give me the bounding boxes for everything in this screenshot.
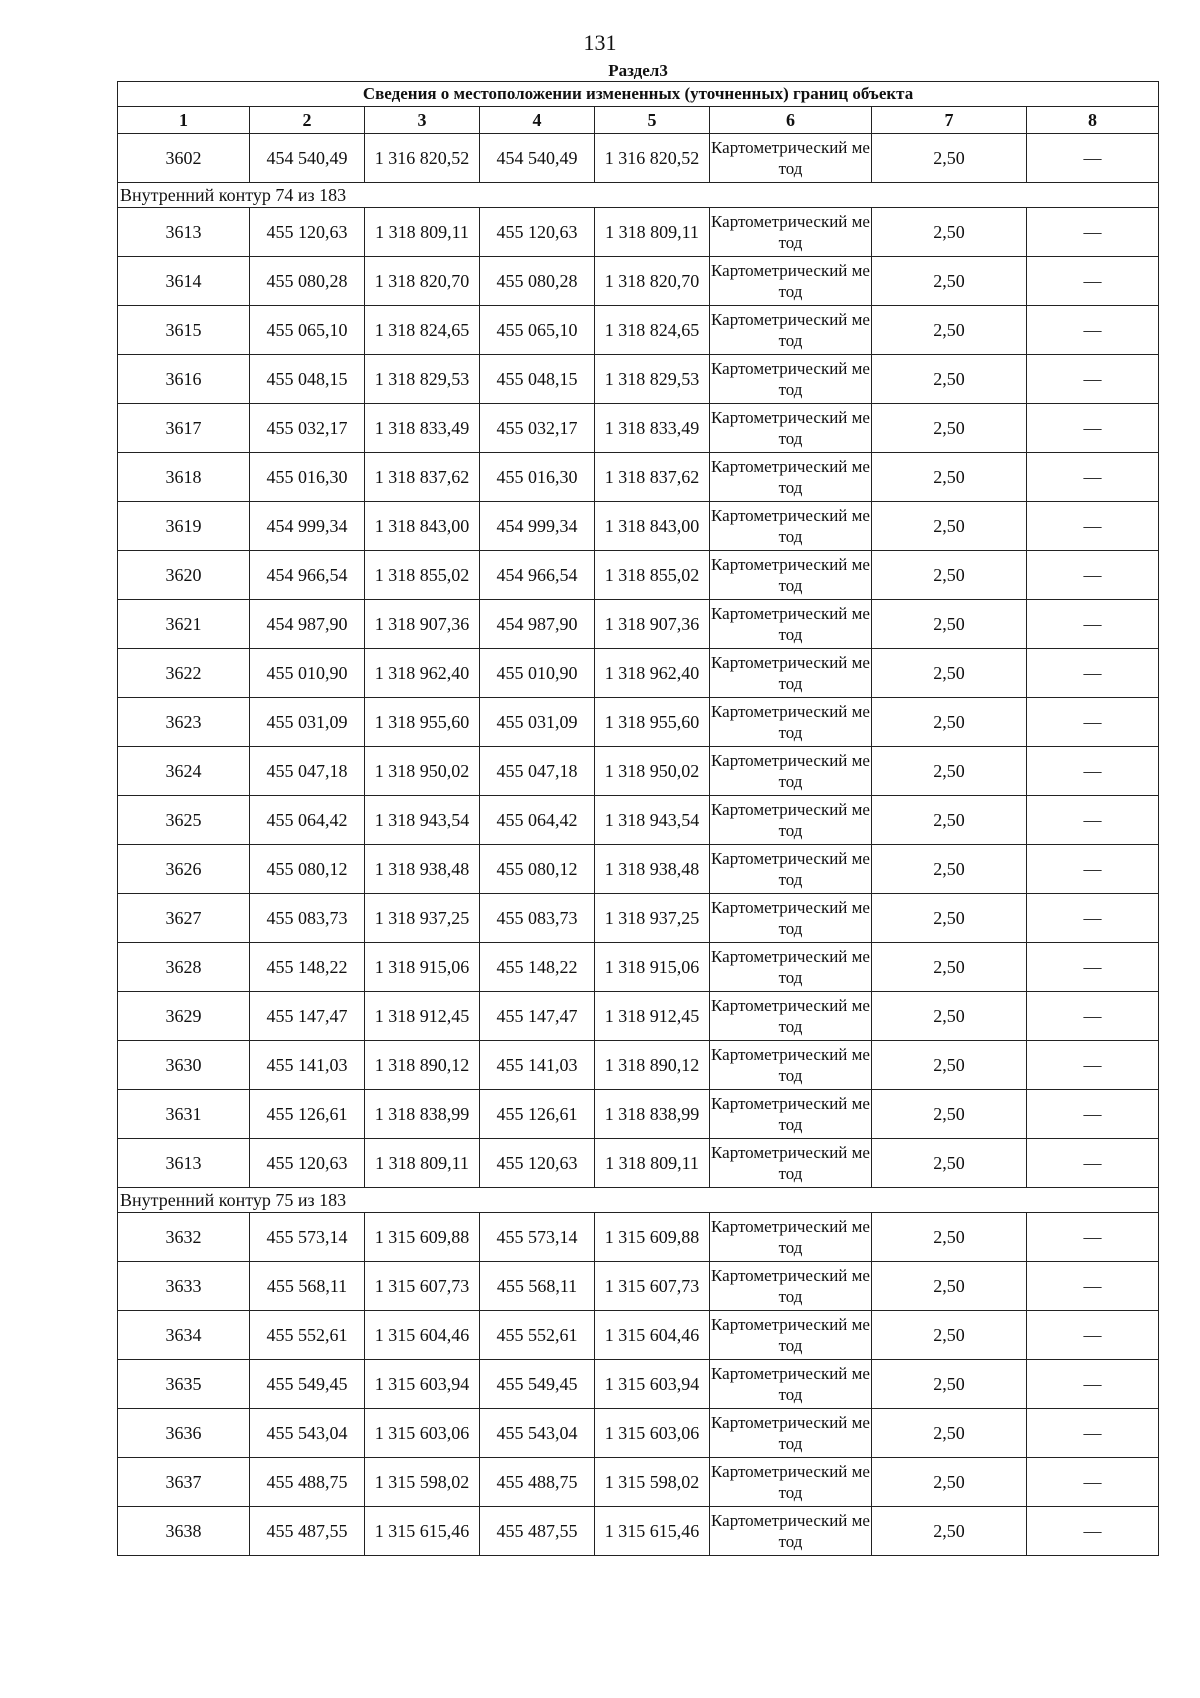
x-old-cell: 455 016,30: [250, 453, 365, 502]
description-cell: —: [1027, 551, 1159, 600]
y-new-cell: 1 318 833,49: [595, 404, 710, 453]
x-old-cell: 455 120,63: [250, 208, 365, 257]
description-cell: —: [1027, 894, 1159, 943]
table-row: [118, 796, 1159, 845]
description-cell: —: [1027, 747, 1159, 796]
x-old-cell: 455 126,61: [250, 1090, 365, 1139]
column-header: 4: [480, 107, 595, 134]
point-number-cell: 3613: [118, 1139, 250, 1188]
x-new-cell: 455 047,18: [480, 747, 595, 796]
x-new-cell: 455 549,45: [480, 1360, 595, 1409]
description-cell: —: [1027, 1090, 1159, 1139]
description-cell: —: [1027, 306, 1159, 355]
y-new-cell: 1 318 843,00: [595, 502, 710, 551]
x-old-cell: 455 568,11: [250, 1262, 365, 1311]
y-old-cell: 1 315 604,46: [365, 1311, 480, 1360]
method-cell: Картометрический метод: [710, 1262, 872, 1311]
x-new-cell: 455 573,14: [480, 1213, 595, 1262]
y-old-cell: 1 318 809,11: [365, 208, 480, 257]
accuracy-cell: 2,50: [872, 698, 1027, 747]
y-old-cell: 1 318 809,11: [365, 1139, 480, 1188]
method-cell: Картометрический метод: [710, 502, 872, 551]
table-row: [118, 1139, 1159, 1188]
y-old-cell: 1 318 838,99: [365, 1090, 480, 1139]
description-cell: —: [1027, 1311, 1159, 1360]
description-cell: —: [1027, 845, 1159, 894]
point-number-cell: 3636: [118, 1409, 250, 1458]
point-number-cell: 3625: [118, 796, 250, 845]
method-cell: Картометрический метод: [710, 845, 872, 894]
y-new-cell: 1 315 607,73: [595, 1262, 710, 1311]
x-old-cell: 455 573,14: [250, 1213, 365, 1262]
y-new-cell: 1 315 604,46: [595, 1311, 710, 1360]
x-new-cell: 455 148,22: [480, 943, 595, 992]
table-row: [118, 747, 1159, 796]
point-number-cell: 3618: [118, 453, 250, 502]
description-cell: —: [1027, 1139, 1159, 1188]
table-row: [118, 257, 1159, 306]
y-old-cell: 1 315 598,02: [365, 1458, 480, 1507]
accuracy-cell: 2,50: [872, 453, 1027, 502]
x-old-cell: 455 543,04: [250, 1409, 365, 1458]
x-new-cell: 455 048,15: [480, 355, 595, 404]
y-old-cell: 1 318 937,25: [365, 894, 480, 943]
y-old-cell: 1 318 962,40: [365, 649, 480, 698]
point-number-cell: 3617: [118, 404, 250, 453]
column-number-row: [118, 107, 1159, 134]
x-new-cell: 455 488,75: [480, 1458, 595, 1507]
y-old-cell: 1 315 609,88: [365, 1213, 480, 1262]
point-number-cell: 3631: [118, 1090, 250, 1139]
point-number-cell: 3632: [118, 1213, 250, 1262]
point-number-cell: 3620: [118, 551, 250, 600]
table-row: [118, 992, 1159, 1041]
method-cell: Картометрический метод: [710, 1458, 872, 1507]
y-new-cell: 1 318 950,02: [595, 747, 710, 796]
boundary-table: [117, 61, 1159, 1556]
table-row: [118, 698, 1159, 747]
method-cell: Картометрический метод: [710, 1090, 872, 1139]
description-cell: —: [1027, 355, 1159, 404]
y-new-cell: 1 318 809,11: [595, 1139, 710, 1188]
x-old-cell: 455 065,10: [250, 306, 365, 355]
y-old-cell: 1 318 938,48: [365, 845, 480, 894]
x-old-cell: 455 487,55: [250, 1507, 365, 1556]
y-new-cell: 1 318 890,12: [595, 1041, 710, 1090]
table-title: Сведения о местоположении измененных (уточненных) границ объекта: [118, 82, 1159, 107]
accuracy-cell: 2,50: [872, 796, 1027, 845]
method-cell: Картометрический метод: [710, 453, 872, 502]
y-old-cell: 1 318 890,12: [365, 1041, 480, 1090]
accuracy-cell: 2,50: [872, 1090, 1027, 1139]
table-row: [118, 306, 1159, 355]
column-header: 5: [595, 107, 710, 134]
description-cell: —: [1027, 257, 1159, 306]
y-new-cell: 1 315 603,94: [595, 1360, 710, 1409]
x-new-cell: 455 568,11: [480, 1262, 595, 1311]
y-old-cell: 1 316 820,52: [365, 134, 480, 183]
description-cell: —: [1027, 698, 1159, 747]
point-number-cell: 3616: [118, 355, 250, 404]
y-old-cell: 1 318 907,36: [365, 600, 480, 649]
method-cell: Картометрический метод: [710, 600, 872, 649]
table-row: [118, 1507, 1159, 1556]
point-number-cell: 3614: [118, 257, 250, 306]
y-old-cell: 1 315 615,46: [365, 1507, 480, 1556]
y-new-cell: 1 318 915,06: [595, 943, 710, 992]
x-new-cell: 455 031,09: [480, 698, 595, 747]
point-number-cell: 3621: [118, 600, 250, 649]
x-old-cell: 455 080,12: [250, 845, 365, 894]
y-new-cell: 1 318 943,54: [595, 796, 710, 845]
x-new-cell: 455 543,04: [480, 1409, 595, 1458]
description-cell: —: [1027, 1507, 1159, 1556]
column-header: 8: [1027, 107, 1159, 134]
y-old-cell: 1 318 829,53: [365, 355, 480, 404]
table-row: [118, 1458, 1159, 1507]
description-cell: —: [1027, 1458, 1159, 1507]
accuracy-cell: 2,50: [872, 134, 1027, 183]
point-number-cell: 3634: [118, 1311, 250, 1360]
y-new-cell: 1 315 609,88: [595, 1213, 710, 1262]
accuracy-cell: 2,50: [872, 1409, 1027, 1458]
table-row: [118, 1360, 1159, 1409]
x-old-cell: 454 999,34: [250, 502, 365, 551]
accuracy-cell: 2,50: [872, 306, 1027, 355]
method-cell: Картометрический метод: [710, 1139, 872, 1188]
y-new-cell: 1 318 824,65: [595, 306, 710, 355]
description-cell: —: [1027, 1213, 1159, 1262]
x-new-cell: 455 010,90: [480, 649, 595, 698]
description-cell: —: [1027, 1360, 1159, 1409]
y-old-cell: 1 318 837,62: [365, 453, 480, 502]
method-cell: Картометрический метод: [710, 796, 872, 845]
method-cell: Картометрический метод: [710, 257, 872, 306]
x-old-cell: 455 080,28: [250, 257, 365, 306]
x-new-cell: 455 141,03: [480, 1041, 595, 1090]
table-row: [118, 208, 1159, 257]
x-old-cell: 454 540,49: [250, 134, 365, 183]
accuracy-cell: 2,50: [872, 257, 1027, 306]
accuracy-cell: 2,50: [872, 943, 1027, 992]
x-old-cell: 455 031,09: [250, 698, 365, 747]
point-number-cell: 3619: [118, 502, 250, 551]
point-number-cell: 3635: [118, 1360, 250, 1409]
page-number: 131: [583, 30, 617, 55]
method-cell: Картометрический метод: [710, 134, 872, 183]
y-old-cell: 1 318 843,00: [365, 502, 480, 551]
method-cell: Картометрический метод: [710, 306, 872, 355]
contour-label: Внутренний контур 74 из 183: [118, 183, 1159, 208]
y-old-cell: 1 318 915,06: [365, 943, 480, 992]
table-row: [118, 355, 1159, 404]
x-new-cell: 455 487,55: [480, 1507, 595, 1556]
column-header: 2: [250, 107, 365, 134]
contour-row: [118, 1188, 1159, 1213]
y-old-cell: 1 318 820,70: [365, 257, 480, 306]
method-cell: Картометрический метод: [710, 1507, 872, 1556]
description-cell: —: [1027, 943, 1159, 992]
y-new-cell: 1 318 829,53: [595, 355, 710, 404]
y-old-cell: 1 318 955,60: [365, 698, 480, 747]
column-header: 6: [710, 107, 872, 134]
y-new-cell: 1 318 855,02: [595, 551, 710, 600]
point-number-cell: 3627: [118, 894, 250, 943]
x-new-cell: 454 540,49: [480, 134, 595, 183]
method-cell: Картометрический метод: [710, 355, 872, 404]
description-cell: —: [1027, 1409, 1159, 1458]
method-cell: Картометрический метод: [710, 1409, 872, 1458]
x-old-cell: 455 010,90: [250, 649, 365, 698]
table-row: [118, 1262, 1159, 1311]
x-new-cell: 455 080,28: [480, 257, 595, 306]
accuracy-cell: 2,50: [872, 355, 1027, 404]
method-cell: Картометрический метод: [710, 698, 872, 747]
x-old-cell: 455 488,75: [250, 1458, 365, 1507]
point-number-cell: 3615: [118, 306, 250, 355]
y-new-cell: 1 315 615,46: [595, 1507, 710, 1556]
point-number-cell: 3633: [118, 1262, 250, 1311]
method-cell: Картометрический метод: [710, 1311, 872, 1360]
table-row: [118, 1311, 1159, 1360]
method-cell: Картометрический метод: [710, 894, 872, 943]
y-new-cell: 1 318 820,70: [595, 257, 710, 306]
table-row: [118, 453, 1159, 502]
x-new-cell: 454 987,90: [480, 600, 595, 649]
point-number-cell: 3630: [118, 1041, 250, 1090]
accuracy-cell: 2,50: [872, 1213, 1027, 1262]
section-caption: Раздел3: [608, 61, 668, 80]
x-new-cell: 455 032,17: [480, 404, 595, 453]
y-old-cell: 1 318 950,02: [365, 747, 480, 796]
y-new-cell: 1 318 907,36: [595, 600, 710, 649]
accuracy-cell: 2,50: [872, 1458, 1027, 1507]
contour-label: Внутренний контур 75 из 183: [118, 1188, 1159, 1213]
table-row: [118, 404, 1159, 453]
description-cell: —: [1027, 1041, 1159, 1090]
point-number-cell: 3623: [118, 698, 250, 747]
accuracy-cell: 2,50: [872, 649, 1027, 698]
table-row: [118, 943, 1159, 992]
table-row: [118, 1213, 1159, 1262]
method-cell: Картометрический метод: [710, 404, 872, 453]
x-old-cell: 455 048,15: [250, 355, 365, 404]
table-row: [118, 1409, 1159, 1458]
y-old-cell: 1 315 607,73: [365, 1262, 480, 1311]
y-new-cell: 1 318 837,62: [595, 453, 710, 502]
y-new-cell: 1 318 955,60: [595, 698, 710, 747]
x-old-cell: 455 120,63: [250, 1139, 365, 1188]
y-new-cell: 1 315 598,02: [595, 1458, 710, 1507]
accuracy-cell: 2,50: [872, 1360, 1027, 1409]
y-new-cell: 1 318 962,40: [595, 649, 710, 698]
point-number-cell: 3637: [118, 1458, 250, 1507]
point-number-cell: 3622: [118, 649, 250, 698]
accuracy-cell: 2,50: [872, 502, 1027, 551]
x-new-cell: 455 065,10: [480, 306, 595, 355]
method-cell: Картометрический метод: [710, 747, 872, 796]
accuracy-cell: 2,50: [872, 1041, 1027, 1090]
accuracy-cell: 2,50: [872, 600, 1027, 649]
method-cell: Картометрический метод: [710, 551, 872, 600]
description-cell: —: [1027, 992, 1159, 1041]
table-row: [118, 1090, 1159, 1139]
column-header: 7: [872, 107, 1027, 134]
table-body: [118, 134, 1159, 1556]
point-number-cell: 3624: [118, 747, 250, 796]
description-cell: —: [1027, 796, 1159, 845]
table-row: [118, 502, 1159, 551]
point-number-cell: 3626: [118, 845, 250, 894]
accuracy-cell: 2,50: [872, 1139, 1027, 1188]
description-cell: —: [1027, 649, 1159, 698]
x-old-cell: 455 549,45: [250, 1360, 365, 1409]
x-new-cell: 455 126,61: [480, 1090, 595, 1139]
contour-row: [118, 183, 1159, 208]
x-new-cell: 455 120,63: [480, 208, 595, 257]
accuracy-cell: 2,50: [872, 551, 1027, 600]
point-number-cell: 3602: [118, 134, 250, 183]
y-new-cell: 1 318 809,11: [595, 208, 710, 257]
method-cell: Картометрический метод: [710, 992, 872, 1041]
table-row: [118, 600, 1159, 649]
y-new-cell: 1 318 912,45: [595, 992, 710, 1041]
description-cell: —: [1027, 600, 1159, 649]
x-new-cell: 455 147,47: [480, 992, 595, 1041]
table-row: [118, 894, 1159, 943]
description-cell: —: [1027, 1262, 1159, 1311]
x-old-cell: 455 552,61: [250, 1311, 365, 1360]
description-cell: —: [1027, 404, 1159, 453]
description-cell: —: [1027, 208, 1159, 257]
y-old-cell: 1 318 824,65: [365, 306, 480, 355]
accuracy-cell: 2,50: [872, 1262, 1027, 1311]
x-new-cell: 455 080,12: [480, 845, 595, 894]
y-old-cell: 1 315 603,94: [365, 1360, 480, 1409]
x-new-cell: 455 016,30: [480, 453, 595, 502]
table-row: [118, 1041, 1159, 1090]
table-row: [118, 551, 1159, 600]
point-number-cell: 3629: [118, 992, 250, 1041]
x-old-cell: 455 083,73: [250, 894, 365, 943]
table-row: [118, 649, 1159, 698]
y-new-cell: 1 316 820,52: [595, 134, 710, 183]
accuracy-cell: 2,50: [872, 208, 1027, 257]
x-old-cell: 455 147,47: [250, 992, 365, 1041]
table-row: [118, 845, 1159, 894]
x-old-cell: 455 141,03: [250, 1041, 365, 1090]
method-cell: Картометрический метод: [710, 1213, 872, 1262]
y-old-cell: 1 318 833,49: [365, 404, 480, 453]
x-new-cell: 455 064,42: [480, 796, 595, 845]
accuracy-cell: 2,50: [872, 1507, 1027, 1556]
x-old-cell: 455 064,42: [250, 796, 365, 845]
method-cell: Картометрический метод: [710, 649, 872, 698]
method-cell: Картометрический метод: [710, 1360, 872, 1409]
y-new-cell: 1 318 838,99: [595, 1090, 710, 1139]
column-header: 3: [365, 107, 480, 134]
column-header: 1: [118, 107, 250, 134]
accuracy-cell: 2,50: [872, 747, 1027, 796]
accuracy-cell: 2,50: [872, 845, 1027, 894]
point-number-cell: 3613: [118, 208, 250, 257]
method-cell: Картометрический метод: [710, 943, 872, 992]
method-cell: Картометрический метод: [710, 208, 872, 257]
x-new-cell: 455 120,63: [480, 1139, 595, 1188]
y-old-cell: 1 318 912,45: [365, 992, 480, 1041]
y-new-cell: 1 318 938,48: [595, 845, 710, 894]
description-cell: —: [1027, 134, 1159, 183]
y-old-cell: 1 318 855,02: [365, 551, 480, 600]
description-cell: —: [1027, 453, 1159, 502]
x-new-cell: 455 083,73: [480, 894, 595, 943]
point-number-cell: 3628: [118, 943, 250, 992]
accuracy-cell: 2,50: [872, 992, 1027, 1041]
method-cell: Картометрический метод: [710, 1041, 872, 1090]
y-old-cell: 1 315 603,06: [365, 1409, 480, 1458]
y-new-cell: 1 318 937,25: [595, 894, 710, 943]
x-old-cell: 454 966,54: [250, 551, 365, 600]
x-old-cell: 454 987,90: [250, 600, 365, 649]
y-new-cell: 1 315 603,06: [595, 1409, 710, 1458]
x-old-cell: 455 148,22: [250, 943, 365, 992]
y-old-cell: 1 318 943,54: [365, 796, 480, 845]
x-new-cell: 454 966,54: [480, 551, 595, 600]
accuracy-cell: 2,50: [872, 404, 1027, 453]
point-number-cell: 3638: [118, 1507, 250, 1556]
x-old-cell: 455 032,17: [250, 404, 365, 453]
accuracy-cell: 2,50: [872, 1311, 1027, 1360]
x-new-cell: 455 552,61: [480, 1311, 595, 1360]
x-new-cell: 454 999,34: [480, 502, 595, 551]
x-old-cell: 455 047,18: [250, 747, 365, 796]
accuracy-cell: 2,50: [872, 894, 1027, 943]
description-cell: —: [1027, 502, 1159, 551]
table-row: [118, 134, 1159, 183]
